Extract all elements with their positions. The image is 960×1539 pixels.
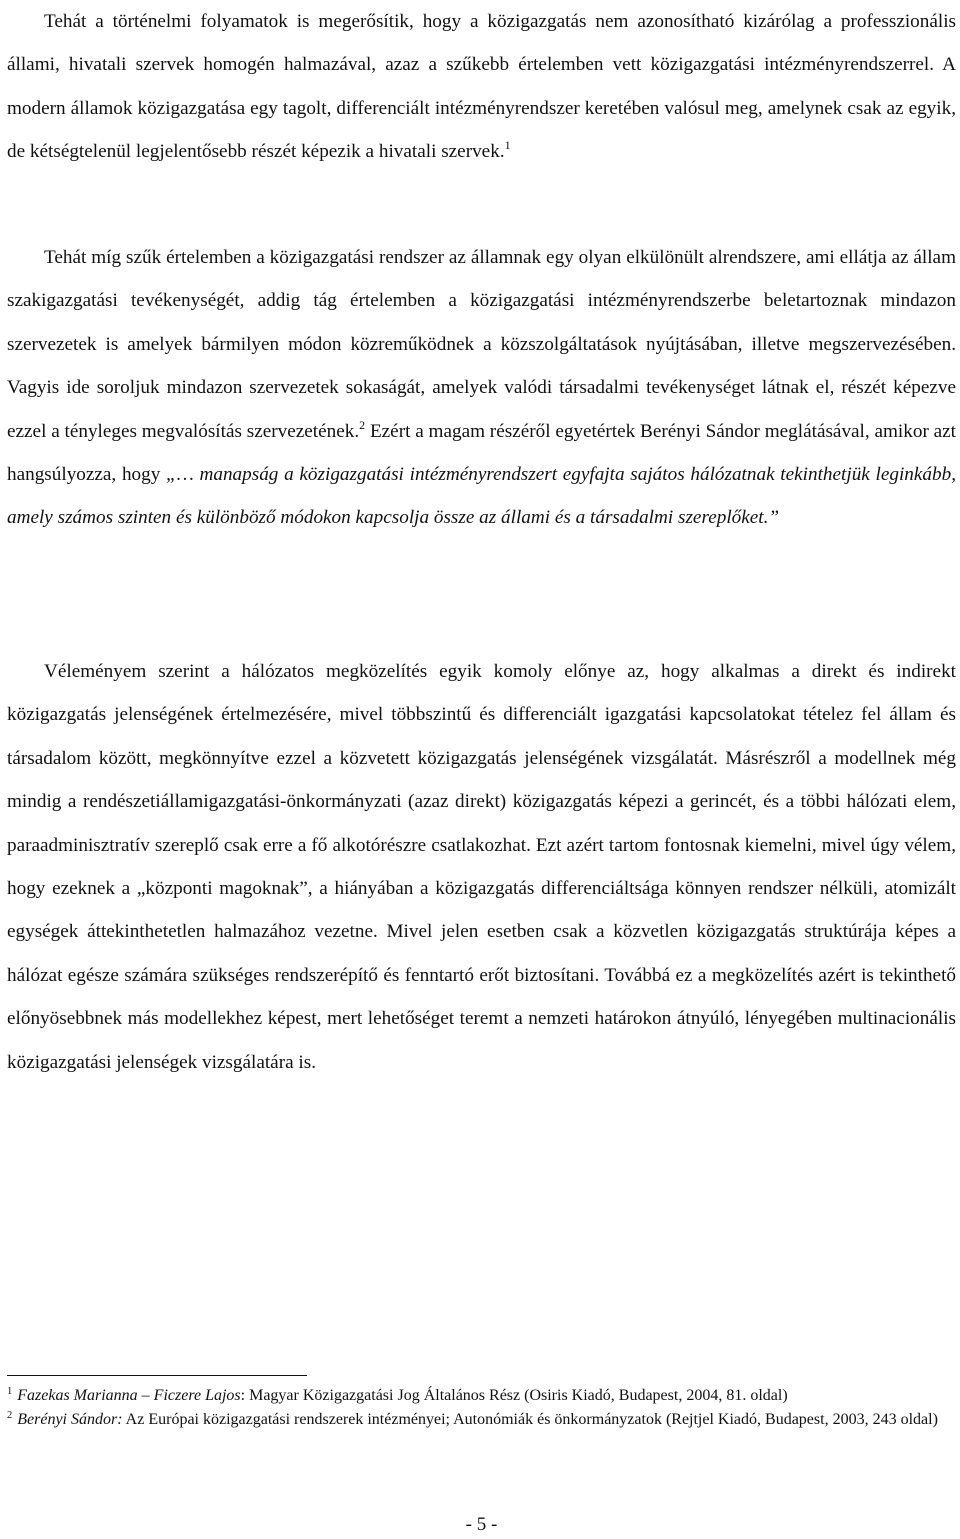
footnote-1-author: Fazekas Marianna – Ficzere Lajos — [17, 1387, 241, 1404]
footnote-ref-1[interactable]: 1 — [504, 138, 511, 153]
paragraph-1 — [7, 0, 956, 174]
footnote-separator — [7, 1375, 307, 1376]
paragraph-3 — [7, 650, 956, 1084]
footnote-ref-2[interactable]: 2 — [359, 417, 366, 432]
paragraph-2-quote: „… manapság a közigazgatási intézményrendszert egyfajta sajátos hálózatnak tekinthetjük leginkább, amely számos szinten és különböző módokon kapcsolja össze az állami és a társadalmi szereplőket.” — [7, 464, 956, 529]
footnote-1-text: : Magyar Közigazgatási Jog Általános Rész (Osiris Kiadó, Budapest, 2004, 81. oldal) — [240, 1387, 788, 1404]
footnote-2-author: Berényi Sándor: — [17, 1411, 123, 1428]
paragraph-2 — [7, 236, 956, 540]
paragraph-3-text: Véleményem szerint a hálózatos megközelítés egyik komoly előnye az, hogy alkalmas a direkt és indirekt közigazgatás jelenségének értelmezésére, mivel többszintű és differenciált igazgatási kapcsolatokat tételez fel állam és társadalom között, megkönnyítve ezzel a közvetett közigazgatás jelenségének vizsgálatát. Másrészről a modellnek még mindig a rendészetiállamigazgatási-önkormányzati (azaz direkt) közigazgatás képezi a gerincét, és a többi hálózati elem, paraadminisztratív szereplő csak erre a fő alkotórészre csatlakozhat. Ezt azért tartom fontosnak kiemelni, mivel úgy vélem, hogy ezeknek a „központi magoknak”, a hiányában a közigazgatás differenciáltsága könnyen rendszer nélküli, atomizált egységek áttekinthetetlen halmazához vezetne. Mivel jelen esetben csak a közvetlen közigazgatás struktúrája képes a hálózat egésze számára szükséges rendszerépítő és fenntartó erőt biztosítani. Továbbá ez a megközelítés azért is tekinthető előnyösebbnek más modellekhez képest, mert lehetőséget teremt a nemzeti határokon átnyúló, lényegében multinacionális közigazgatási jelenségek vizsgálatára is. — [7, 661, 956, 1073]
footnote-number-1: 1 — [7, 1386, 13, 1397]
paragraph-2-text-a: Tehát míg szűk értelemben a közigazgatási rendszer az államnak egy olyan elkülönült alrendszere, ami ellátja az állam szakigazgatási tevékenységét, addig tág értelemben a közigazgatási intézményrendszerbe beletartoznak mindazon szervezetek is amelyek bármilyen módon közreműködnek a közszolgáltatások nyújtásában, illetve megszervezésében. Vagyis ide soroljuk mindazon szervezetek sokaságát, amelyek valódi társadalmi tevékenységet látnak el, részét képezve ezzel a tényleges megvalósítás szervezetének. — [7, 247, 956, 442]
footnote-1 — [7, 1385, 956, 1407]
footnotes — [7, 1385, 956, 1431]
footnote-2-text: Az Európai közigazgatási rendszerek intézményei; Autonómiák és önkormányzatok (Rejtjel Kiadó, Budapest, 2003, 243 oldal) — [122, 1411, 938, 1428]
paragraph-2-text-b: Ezért a magam részéről egyetértek Berényi Sándor meglátásával, amikor azt hangsúlyozza, hogy — [7, 420, 956, 486]
footnote-2 — [7, 1409, 956, 1431]
footnote-number-2: 2 — [7, 1410, 13, 1421]
page-number: - 5 - — [465, 1514, 498, 1535]
paragraph-1-text: Tehát a történelmi folyamatok is megerősítik, hogy a közigazgatás nem azonosítható kizárólag a professzionális állami, hivatali szervek homogén halmazával, azaz a szűkebb értelemben vett közigazgatási intézményrendszerrel. A modern államok közigazgatása egy tagolt, differenciált intézményrendszer keretében valósul meg, amelynek csak az egyik, de kétségtelenül legjelentősebb részét képezik a hivatali szervek. — [7, 11, 956, 163]
